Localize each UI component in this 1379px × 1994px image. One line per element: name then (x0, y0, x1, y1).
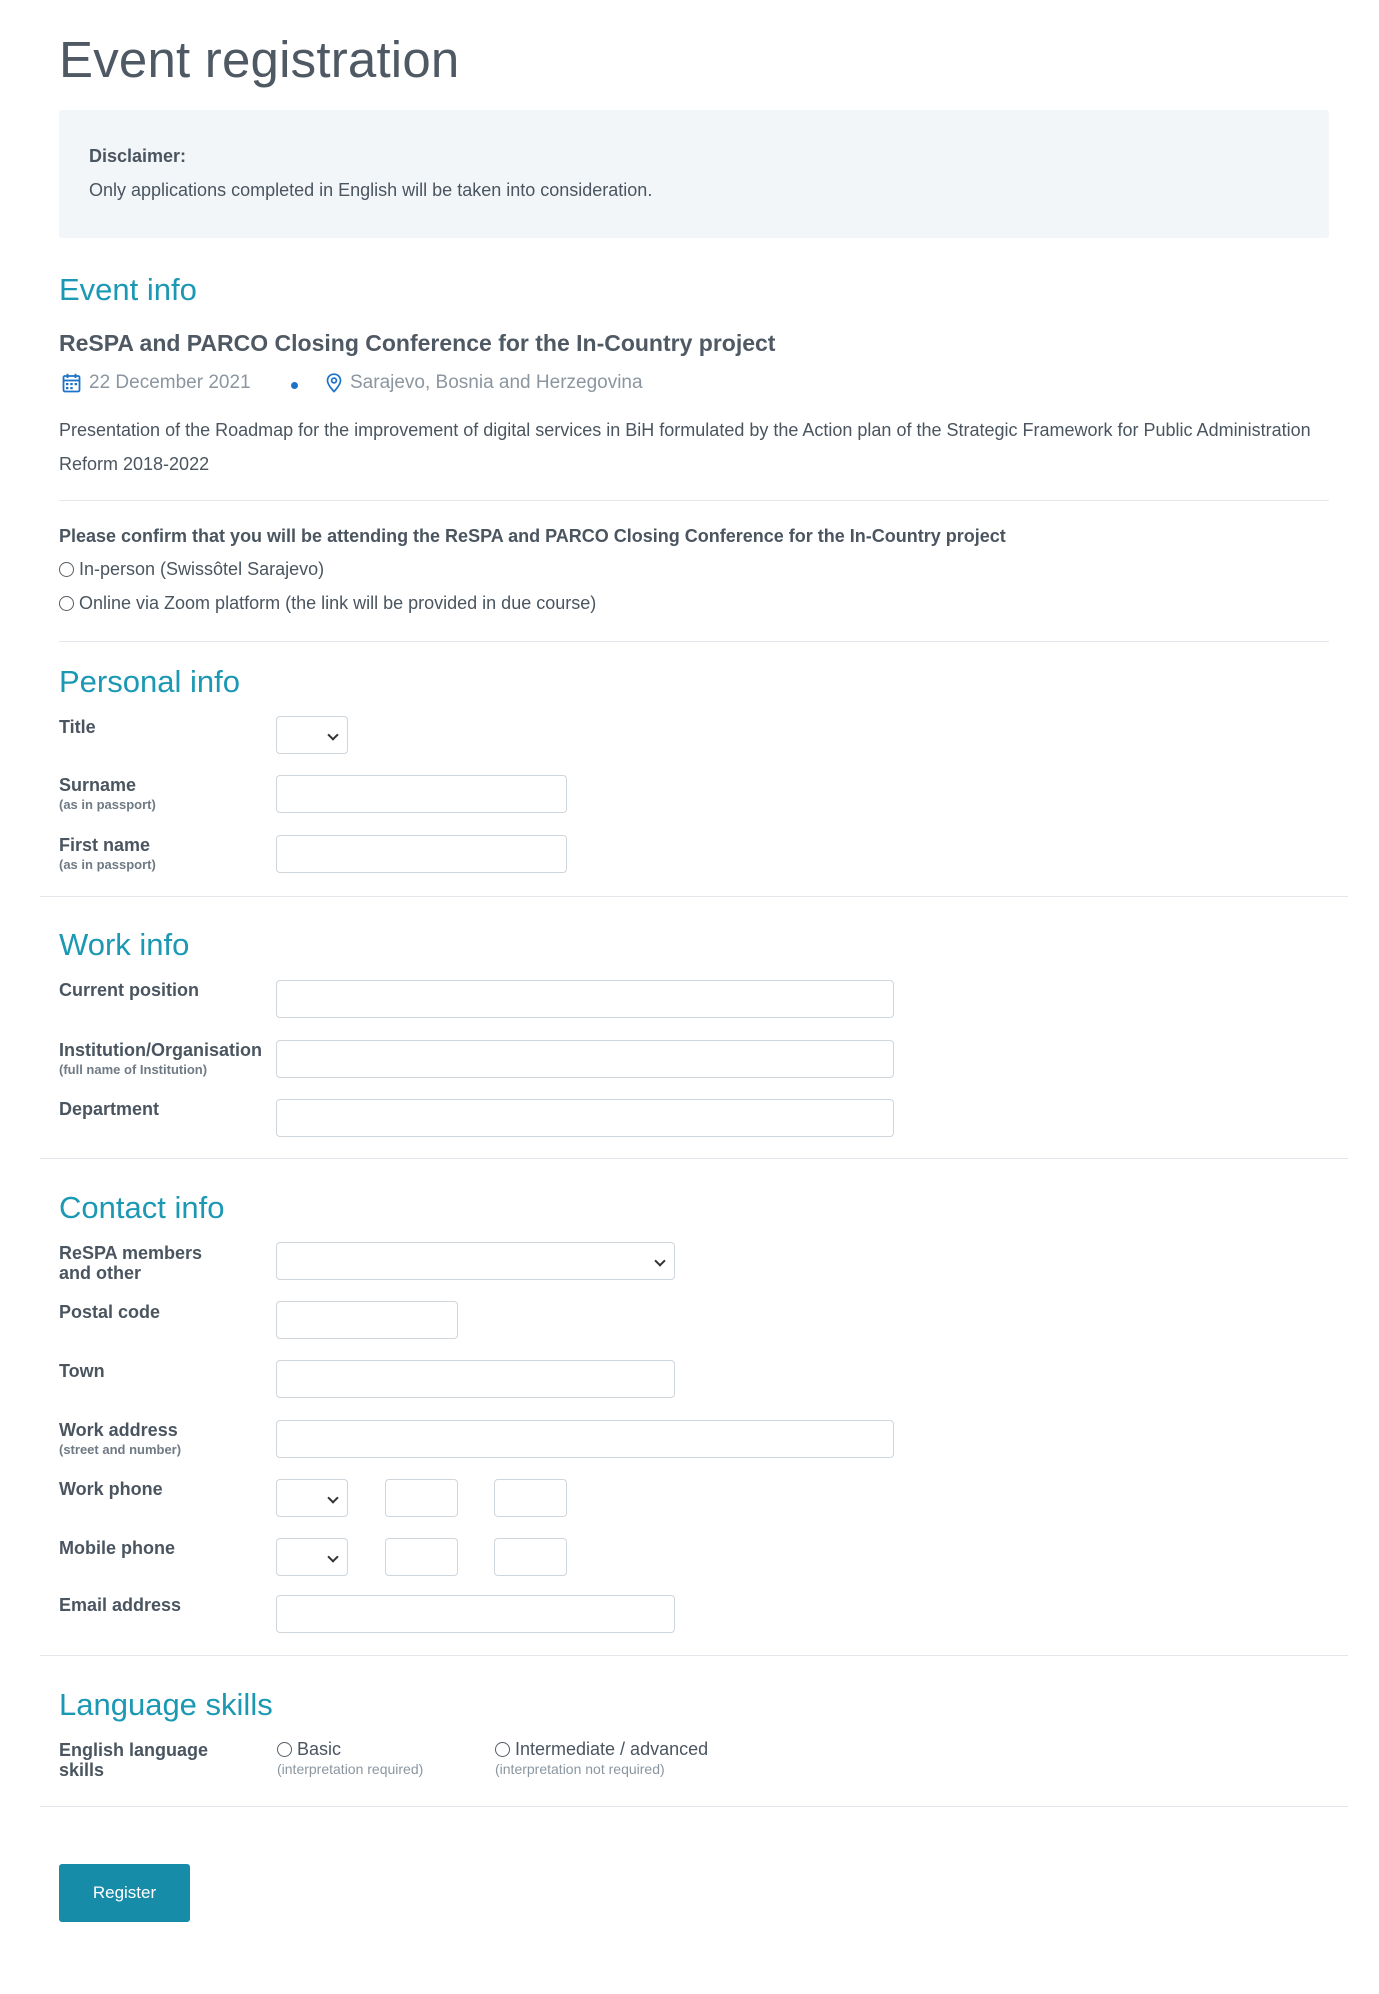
mobile-phone-label: Mobile phone (59, 1538, 175, 1558)
divider (40, 1806, 1348, 1807)
mobile-phone-country-select[interactable] (276, 1538, 348, 1576)
language-skills-title: Language skills (59, 1687, 273, 1722)
online-label: Online via Zoom platform (the link will be provided in due course) (79, 593, 597, 613)
work-address-input[interactable] (276, 1420, 894, 1458)
in-person-label: In-person (Swissôtel Sarajevo) (79, 559, 325, 579)
english-advanced-option[interactable] (495, 1739, 708, 1760)
location-pin-icon (326, 373, 342, 393)
institution-input[interactable] (276, 1040, 894, 1078)
english-basic-label: Basic (297, 1739, 342, 1759)
english-skills-label (59, 1740, 208, 1780)
institution-hint: (full name of Institution) (59, 1062, 208, 1077)
respa-members-label-line1: ReSPA members (59, 1243, 203, 1263)
department-label: Department (59, 1099, 160, 1119)
event-date-text: 22 December 2021 (89, 372, 251, 393)
title-select[interactable] (276, 716, 348, 754)
first-name-label: First name (59, 835, 151, 855)
chevron-down-icon (654, 1255, 665, 1266)
english-advanced-radio[interactable] (495, 1742, 510, 1757)
english-advanced-hint: (interpretation not required) (495, 1761, 665, 1777)
first-name-input[interactable] (276, 835, 567, 873)
english-basic-hint: (interpretation required) (277, 1761, 424, 1777)
attendance-question: Please confirm that you will be attending the ReSPA and PARCO Closing Conference for the In-Country project (59, 526, 1006, 546)
work-phone-number-input[interactable] (494, 1479, 567, 1517)
email-input[interactable] (276, 1595, 675, 1633)
department-input[interactable] (276, 1099, 894, 1137)
work-phone-country-select[interactable] (276, 1479, 348, 1517)
divider (59, 500, 1329, 501)
work-address-label: Work address (59, 1420, 178, 1440)
divider (40, 1655, 1348, 1656)
surname-label: Surname (59, 775, 137, 795)
english-skills-label-line2: skills (59, 1760, 105, 1780)
event-name: ReSPA and PARCO Closing Conference for the In-Country project (59, 330, 776, 356)
divider (40, 1158, 1348, 1159)
surname-input[interactable] (276, 775, 567, 813)
respa-members-label (59, 1243, 202, 1283)
contact-info-title: Contact info (59, 1190, 225, 1225)
respa-members-select[interactable] (276, 1242, 675, 1280)
divider (59, 641, 1329, 642)
english-advanced-label: Intermediate / advanced (515, 1739, 709, 1759)
attendance-option-online[interactable] (59, 593, 596, 614)
english-basic-option[interactable] (277, 1739, 341, 1760)
first-name-hint: (as in passport) (59, 857, 156, 872)
divider (40, 896, 1348, 897)
separator-dot (291, 382, 298, 389)
english-skills-label-line1: English language (59, 1740, 209, 1760)
work-phone-area-input[interactable] (385, 1479, 458, 1517)
in-person-radio[interactable] (59, 562, 74, 577)
town-label: Town (59, 1361, 105, 1381)
title-label: Title (59, 717, 96, 737)
institution-label: Institution/Organisation (59, 1040, 262, 1060)
postal-code-input[interactable] (276, 1301, 458, 1339)
chevron-down-icon (327, 729, 338, 740)
postal-code-label: Postal code (59, 1302, 161, 1322)
disclaimer-text: Only applications completed in English will be taken into consideration. (89, 180, 653, 200)
event-location (326, 372, 643, 394)
mobile-phone-number-input[interactable] (494, 1538, 567, 1576)
mobile-phone-area-input[interactable] (385, 1538, 458, 1576)
event-date (62, 372, 251, 394)
event-location-text: Sarajevo, Bosnia and Herzegovina (350, 372, 643, 393)
calendar-icon (62, 373, 81, 393)
chevron-down-icon (327, 1551, 338, 1562)
work-address-hint: (street and number) (59, 1442, 182, 1457)
current-position-label: Current position (59, 980, 199, 1000)
personal-info-title: Personal info (59, 664, 240, 699)
surname-hint: (as in passport) (59, 797, 156, 812)
event-info-title: Event info (59, 272, 197, 307)
online-radio[interactable] (59, 596, 74, 611)
work-info-title: Work info (59, 927, 190, 962)
town-input[interactable] (276, 1360, 675, 1398)
attendance-option-in-person[interactable] (59, 559, 324, 580)
work-phone-label: Work phone (59, 1479, 163, 1499)
page-title: Event registration (59, 31, 460, 88)
disclaimer-title: Disclaimer: (89, 146, 187, 166)
event-description: Presentation of the Roadmap for the improvement of digital services in BiH formulated by the Action plan of the Strategic Framework for Public Administration Reform 2018-2022 (59, 420, 1311, 474)
respa-members-label-line2: and other (59, 1263, 142, 1283)
register-button[interactable]: Register (59, 1864, 190, 1922)
disclaimer-box (59, 110, 1329, 238)
email-label: Email address (59, 1595, 182, 1615)
current-position-input[interactable] (276, 980, 894, 1018)
chevron-down-icon (327, 1492, 338, 1503)
english-basic-radio[interactable] (277, 1742, 292, 1757)
